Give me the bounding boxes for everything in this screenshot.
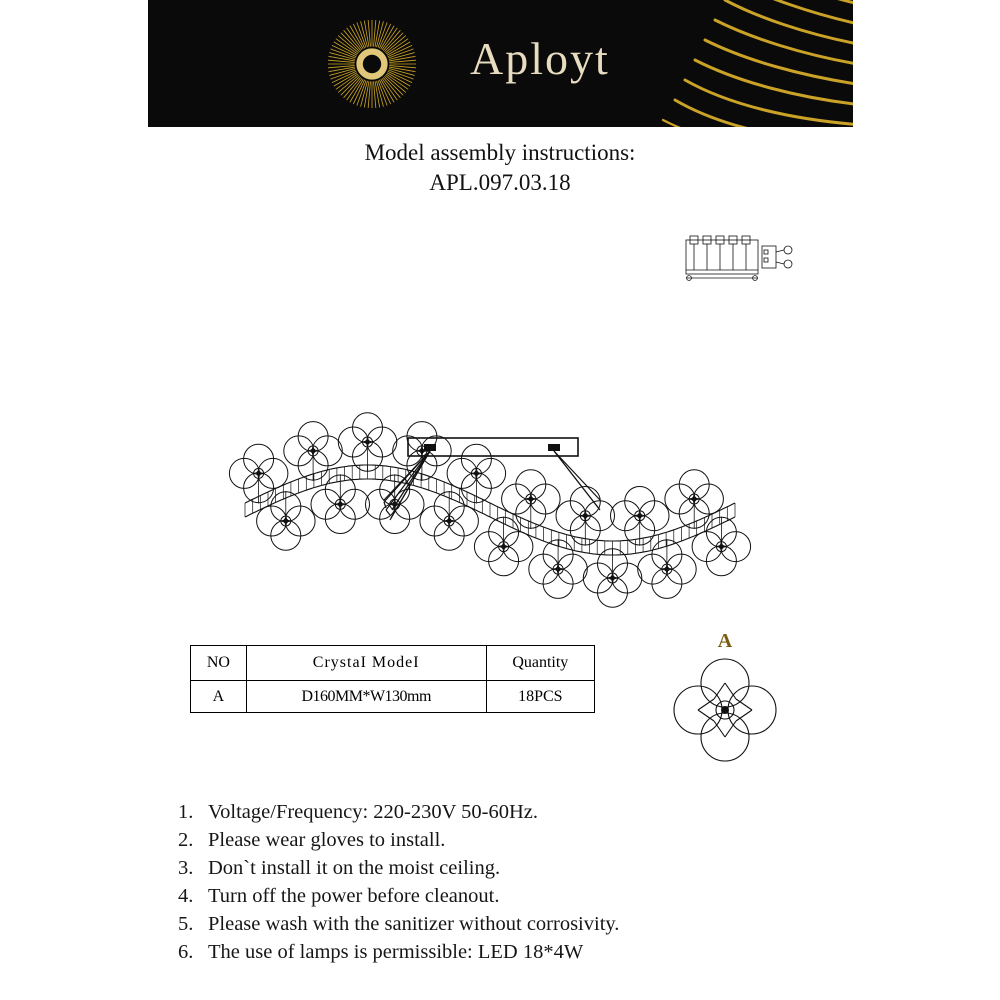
instruction-text: The use of lamps is permissible: LED 18*4W [208,941,584,963]
sunburst-icon [326,18,418,110]
instruction-item [178,882,878,910]
instruction-text: Don`t install it on the moist ceiling. [208,857,501,879]
crystal-flower-icon [655,650,795,770]
table-header-no: NO [191,646,247,681]
crystal-figure [655,630,795,775]
table-header-row [191,646,595,681]
instructions-list [178,798,878,966]
instruction-number: 2. [178,829,194,851]
instruction-item [178,798,878,826]
instruction-item [178,910,878,938]
table-header-model: CrystaI ModeI [246,646,486,681]
crystal-figure-label: A [717,630,733,652]
brand-name: Aployt [470,33,610,84]
instruction-item [178,938,878,966]
instruction-text: Please wear gloves to install. [208,829,446,851]
title-line-1: Model assembly instructions: [364,140,636,165]
instruction-item [178,826,878,854]
parts-table [190,645,595,713]
instruction-item [178,854,878,882]
cell-quantity: 18PCS [486,681,594,713]
wiring-diagram-icon [680,232,805,294]
instruction-number: 1. [178,801,194,823]
cell-no: A [191,681,247,713]
table-row [191,681,595,713]
instruction-number: 4. [178,885,194,907]
product-diagram [0,210,1000,610]
table-header-quantity: Quantity [486,646,594,681]
instruction-text: Please wash with the sanitizer without corrosivity. [208,913,620,935]
instruction-number: 3. [178,857,194,879]
instruction-text: Turn off the power before cleanout. [208,885,500,907]
instruction-number: 5. [178,913,194,935]
instruction-number: 6. [178,941,194,963]
title-line-2: APL.097.03.18 [429,170,571,195]
page-title [0,138,1000,198]
instruction-text: Voltage/Frequency: 220-230V 50-60Hz. [208,801,539,823]
header-banner [148,0,853,127]
cell-model: D160MM*W130mm [246,681,486,713]
